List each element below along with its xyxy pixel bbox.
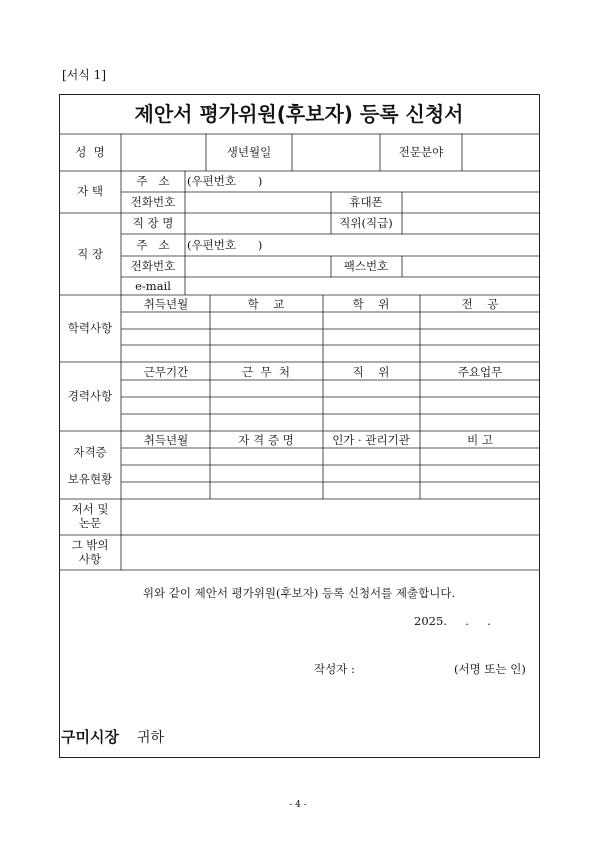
form-title: 제안서 평가위원(후보자) 등록 신청서 — [134, 102, 464, 126]
publications-label-line2: 논문 — [78, 516, 102, 530]
form-label: [서식 1] — [62, 68, 106, 82]
birth-field[interactable] — [295, 138, 377, 168]
other-label-line2: 사항 — [78, 552, 102, 566]
birth-label: 생년월일 — [226, 145, 272, 159]
career-header: 직 위 — [352, 365, 390, 379]
work-fax-field[interactable] — [405, 259, 537, 275]
career-header: 근 무 처 — [242, 365, 290, 379]
work-address-field[interactable]: (우편번호 ) — [187, 238, 263, 252]
home-address-field[interactable]: (우편번호 ) — [187, 174, 263, 188]
field-field[interactable] — [465, 138, 537, 168]
publications-label-line1: 저서 및 — [71, 502, 109, 516]
work-address-label: 주 소 — [136, 238, 170, 252]
work-name-label: 직 장 명 — [132, 216, 174, 230]
education-header: 학 교 — [247, 297, 285, 311]
other-label-line1: 그 밖의 — [71, 538, 109, 552]
home-phone-label: 전화번호 — [130, 195, 176, 209]
date-text: 2025. . . — [414, 614, 491, 628]
education-header: 취득년월 — [143, 297, 189, 311]
home-address-label: 주 소 — [136, 174, 170, 188]
work-position-label: 직위(직급) — [339, 216, 393, 230]
work-email-label: e-mail — [135, 279, 171, 293]
page-number: - 4 - — [289, 800, 307, 810]
home-label: 자 택 — [77, 184, 103, 198]
home-phone-field[interactable] — [188, 195, 328, 211]
career-header: 주요업무 — [457, 365, 503, 379]
education-label: 학력사항 — [67, 321, 113, 335]
home-mobile-label: 휴대폰 — [349, 195, 383, 209]
license-header: 자 격 증 명 — [238, 433, 294, 447]
license-label-line1: 자격증 — [73, 445, 107, 459]
work-email-field[interactable] — [188, 279, 537, 293]
recipient-name: 구미시장 — [61, 728, 119, 746]
career-label: 경력사항 — [67, 389, 113, 403]
author-label: 작성자 : — [314, 662, 355, 676]
license-header: 취득년월 — [143, 433, 189, 447]
work-phone-label: 전화번호 — [130, 259, 176, 273]
license-label-line2: 보유현황 — [67, 472, 113, 486]
other-field[interactable] — [124, 538, 537, 567]
license-header: 인가 · 관리기관 — [332, 433, 410, 447]
license-header: 비 고 — [467, 433, 493, 447]
work-phone-field[interactable] — [188, 259, 328, 275]
work-name-field[interactable] — [188, 216, 328, 232]
education-header: 학 위 — [352, 297, 390, 311]
name-field[interactable] — [124, 138, 202, 168]
recipient-suffix: 귀하 — [137, 730, 165, 746]
work-fax-label: 팩스번호 — [343, 259, 389, 273]
home-mobile-field[interactable] — [405, 195, 537, 211]
signature-label: (서명 또는 인) — [454, 662, 526, 676]
work-position-field[interactable] — [405, 216, 537, 232]
publications-field[interactable] — [124, 502, 537, 532]
career-header: 근무기간 — [143, 365, 189, 379]
statement-text: 위와 같이 제안서 평가위원(후보자) 등록 신청서를 제출합니다. — [142, 586, 456, 600]
name-label: 성 명 — [75, 145, 105, 159]
education-header: 전 공 — [461, 297, 499, 311]
work-label: 직 장 — [77, 247, 103, 261]
field-label: 전문분야 — [398, 145, 444, 159]
